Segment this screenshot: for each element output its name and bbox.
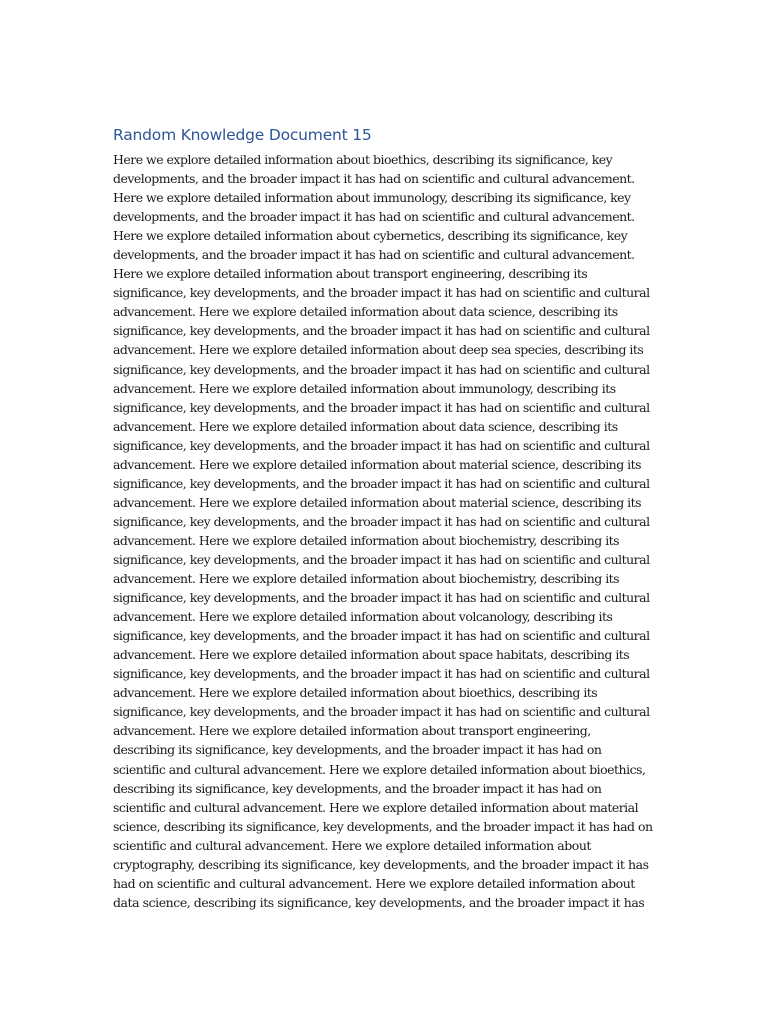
body-text-line: had on scientific and cultural advancement. Here we explore detailed information about bbox=[113, 875, 635, 891]
body-text-line: significance, key developments, and the broader impact it has had on scientific and cultural bbox=[113, 704, 650, 720]
body-text-line: significance, key developments, and the broader impact it has had on scientific and cultural bbox=[113, 361, 650, 377]
body-text-line: significance, key developments, and the broader impact it has had on scientific and cultural bbox=[113, 285, 650, 301]
body-text-line: significance, key developments, and the broader impact it has had on scientific and cultural bbox=[113, 475, 650, 491]
body-text-line: significance, key developments, and the broader impact it has had on scientific and cultural bbox=[113, 323, 650, 339]
body-text-line: advancement. Here we explore detailed information about bioethics, describing its bbox=[113, 685, 598, 701]
body-text-line: significance, key developments, and the broader impact it has had on scientific and cultural bbox=[113, 399, 650, 415]
document-body bbox=[113, 150, 653, 912]
body-text-line: significance, key developments, and the broader impact it has had on scientific and cultural bbox=[113, 666, 650, 682]
body-text-line: Here we explore detailed information about cybernetics, describing its significance, key bbox=[113, 228, 628, 244]
body-text-line: advancement. Here we explore detailed information about data science, describing its bbox=[113, 418, 618, 434]
body-text-line: significance, key developments, and the broader impact it has had on scientific and cultural bbox=[113, 590, 650, 606]
body-text-line: describing its significance, key developments, and the broader impact it has had on bbox=[113, 780, 602, 796]
body-text-line: advancement. Here we explore detailed information about deep sea species, describing its bbox=[113, 342, 644, 358]
body-text-line: science, describing its significance, key developments, and the broader impact it has had on bbox=[113, 818, 653, 834]
body-text-line: scientific and cultural advancement. Here we explore detailed information about bioethics, bbox=[113, 761, 646, 777]
body-text-line: advancement. Here we explore detailed information about space habitats, describing its bbox=[113, 647, 630, 663]
body-text-line: significance, key developments, and the broader impact it has had on scientific and cultural bbox=[113, 551, 650, 567]
body-text-line: Here we explore detailed information about transport engineering, describing its bbox=[113, 266, 588, 282]
body-text-line: scientific and cultural advancement. Here we explore detailed information about material bbox=[113, 799, 639, 815]
body-text-line: describing its significance, key developments, and the broader impact it has had on bbox=[113, 742, 602, 758]
body-text-line: developments, and the broader impact it has had on scientific and cultural advancement. bbox=[113, 209, 635, 225]
body-text-line: advancement. Here we explore detailed information about material science, describing its bbox=[113, 456, 642, 472]
body-text-line: developments, and the broader impact it has had on scientific and cultural advancement. bbox=[113, 247, 635, 263]
body-text-line: cryptography, describing its significance, key developments, and the broader impact it has bbox=[113, 856, 649, 872]
body-text-line: significance, key developments, and the broader impact it has had on scientific and cultural bbox=[113, 437, 650, 453]
body-text-line: advancement. Here we explore detailed information about biochemistry, describing its bbox=[113, 532, 620, 548]
body-text-line: data science, describing its significance, key developments, and the broader impact it has bbox=[113, 894, 645, 910]
body-text-line: significance, key developments, and the broader impact it has had on scientific and cultural bbox=[113, 513, 650, 529]
body-text-line: advancement. Here we explore detailed information about material science, describing its bbox=[113, 494, 642, 510]
body-text-line: scientific and cultural advancement. Here we explore detailed information about bbox=[113, 837, 592, 853]
body-text-line: advancement. Here we explore detailed information about data science, describing its bbox=[113, 304, 618, 320]
body-text-line: advancement. Here we explore detailed information about immunology, describing its bbox=[113, 380, 616, 396]
body-text-line: advancement. Here we explore detailed information about volcanology, describing its bbox=[113, 609, 613, 625]
body-text-line: developments, and the broader impact it has had on scientific and cultural advancement. bbox=[113, 171, 635, 187]
body-text-line: significance, key developments, and the broader impact it has had on scientific and cultural bbox=[113, 628, 650, 644]
body-text-line: advancement. Here we explore detailed information about biochemistry, describing its bbox=[113, 571, 620, 587]
body-text-line: Here we explore detailed information about immunology, describing its significance, key bbox=[113, 190, 631, 206]
document-title: Random Knowledge Document 15 bbox=[113, 126, 372, 144]
body-text-line: Here we explore detailed information about bioethics, describing its significance, key bbox=[113, 152, 613, 167]
body-text-line: advancement. Here we explore detailed information about transport engineering, bbox=[113, 723, 591, 739]
